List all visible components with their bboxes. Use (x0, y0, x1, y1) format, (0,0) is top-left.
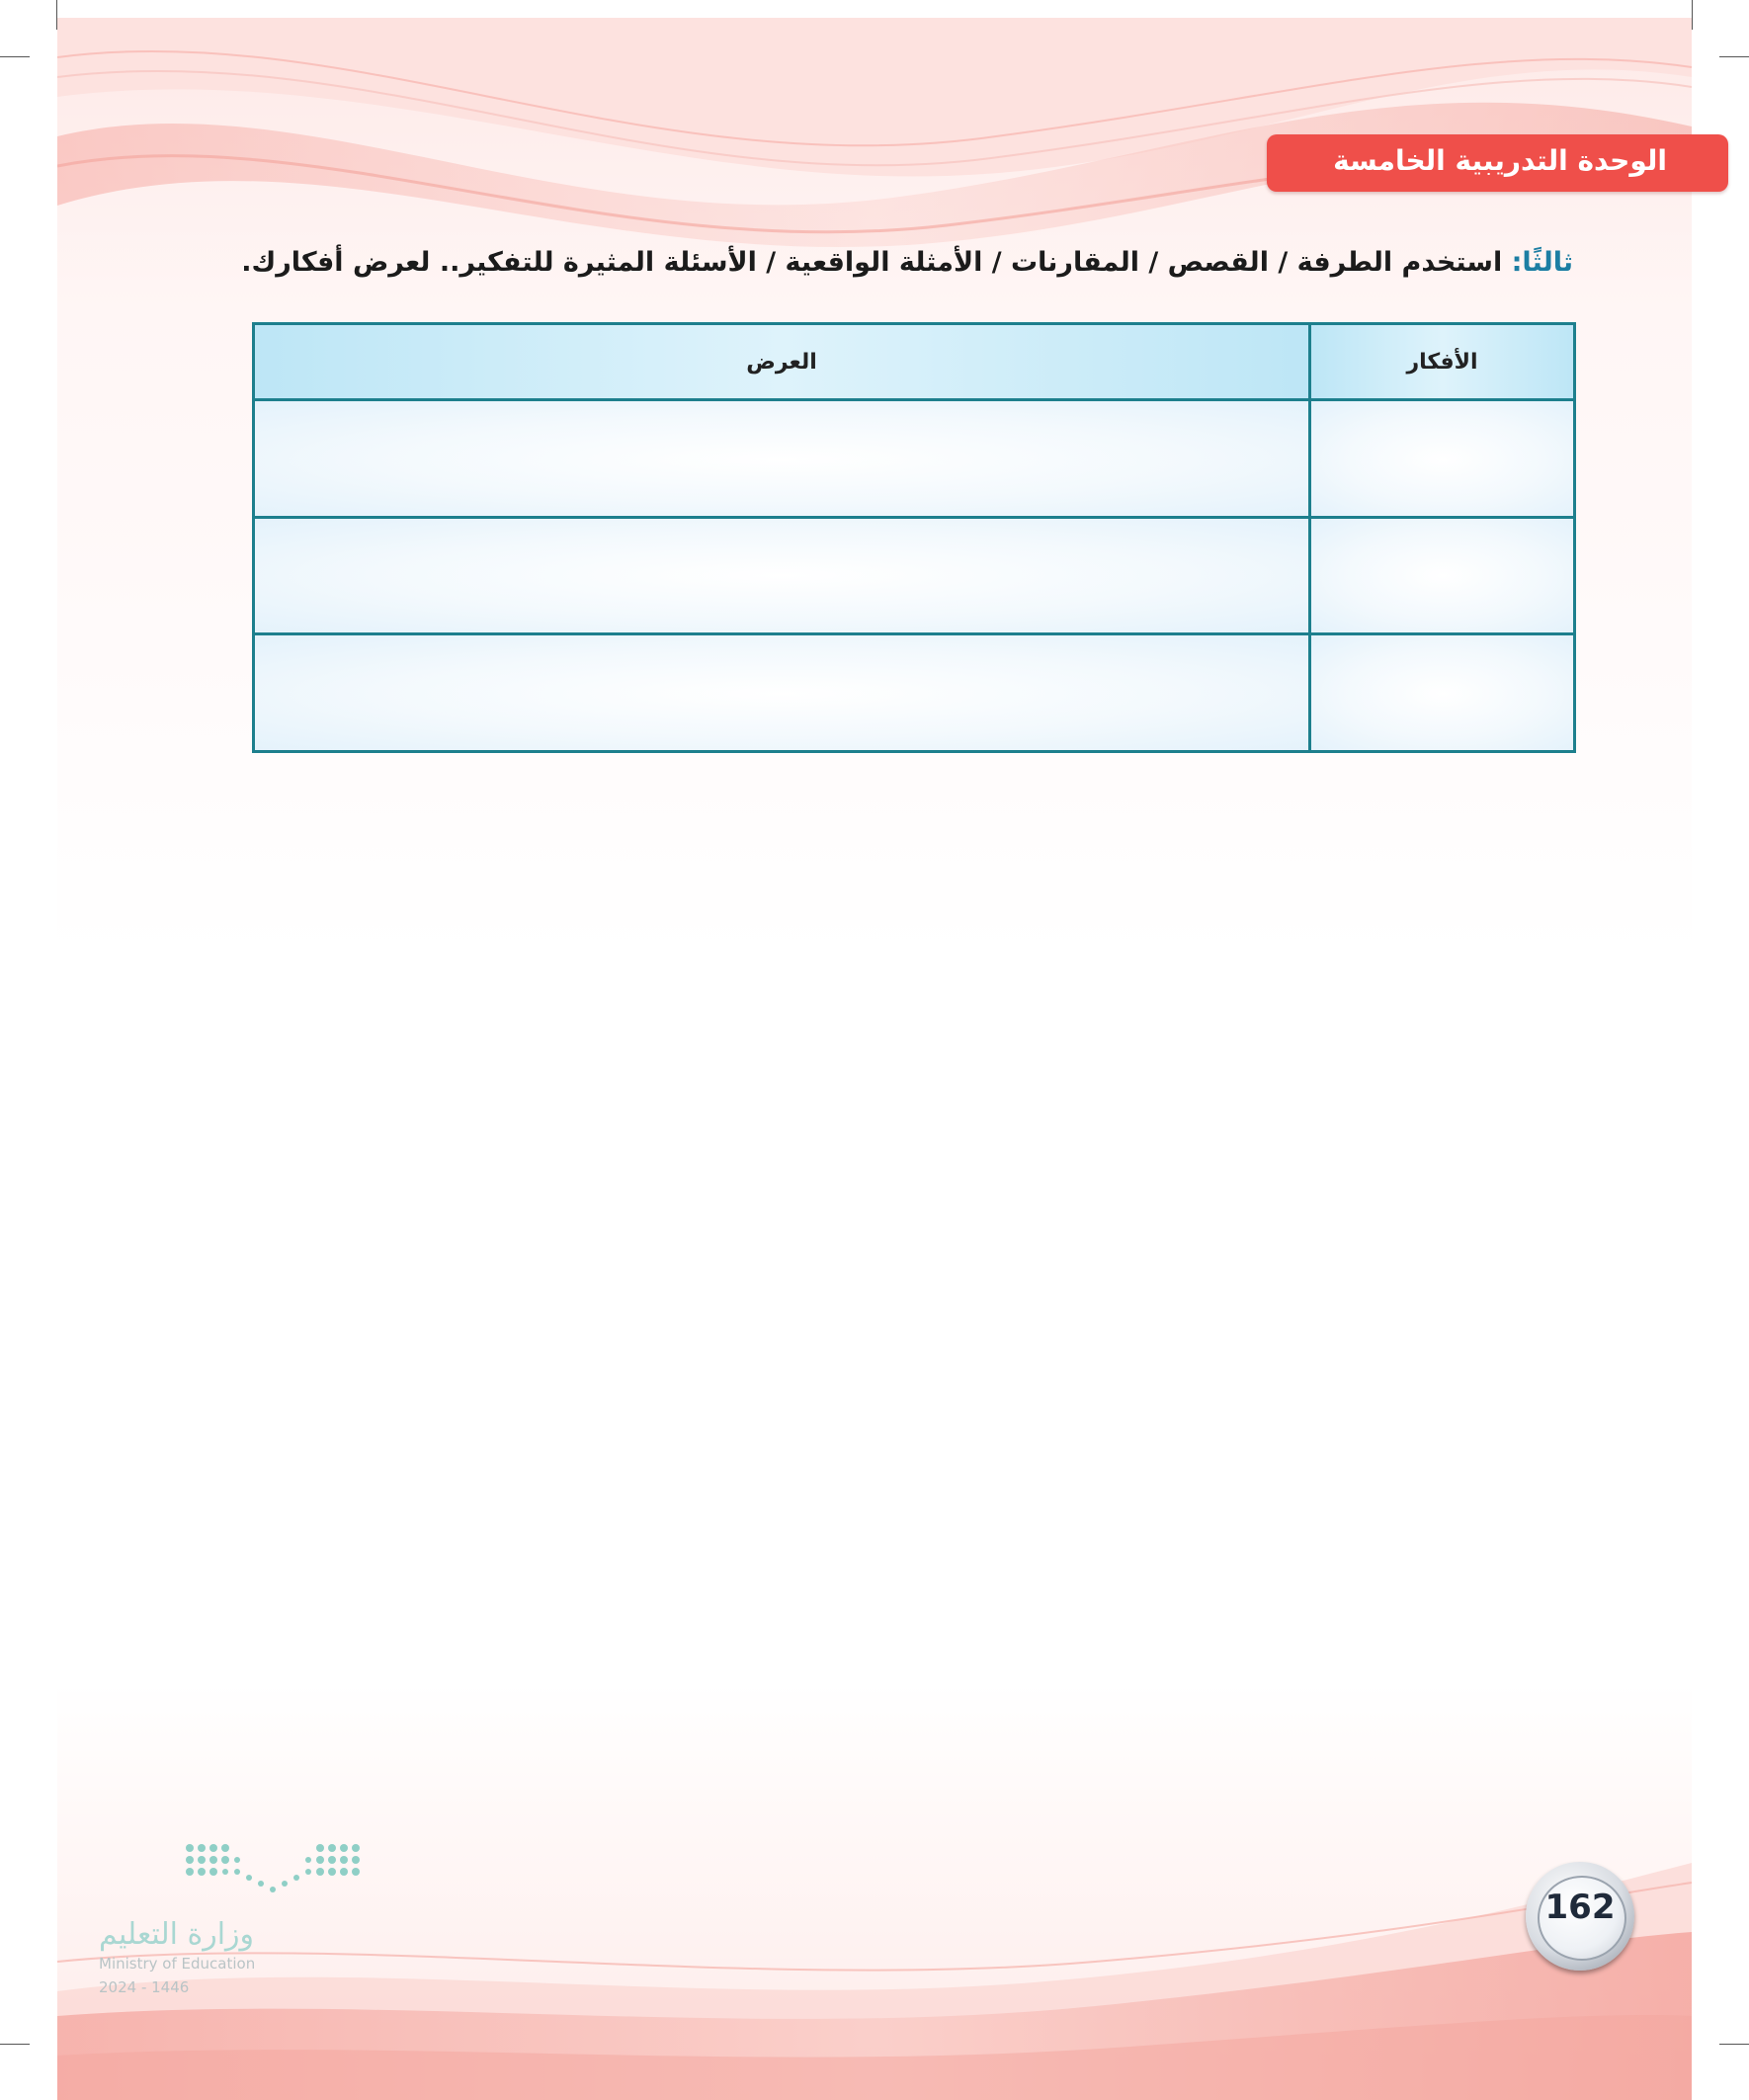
crop-mark (1719, 56, 1749, 57)
ministry-dots-icon (180, 1838, 368, 1907)
ideas-table (252, 322, 1576, 753)
table-row (254, 634, 1575, 752)
instruction-lead: ثالثًا: (1511, 247, 1573, 278)
ideas-cell[interactable] (1310, 634, 1575, 752)
header-presentation: العرض (254, 324, 1310, 400)
instruction-text (190, 247, 1573, 278)
presentation-cell[interactable] (254, 634, 1310, 752)
table-row (254, 400, 1575, 518)
crop-mark (0, 2044, 30, 2045)
ministry-name-english: Ministry of Education (99, 1955, 256, 1973)
presentation-cell[interactable] (254, 400, 1310, 518)
table-header-row (254, 324, 1575, 400)
ideas-cell[interactable] (1310, 400, 1575, 518)
unit-title-banner (1267, 134, 1728, 192)
page-number-badge (1526, 1862, 1634, 1971)
presentation-cell[interactable] (254, 517, 1310, 634)
header-ideas: الأفكار (1310, 324, 1575, 400)
crop-mark (0, 56, 30, 57)
instruction-body: استخدم الطرفة / القصص / المقارنات / الأمثلة الواقعية / الأسئلة المثيرة للتفكير.. لعرض أفكارك. (241, 247, 1512, 278)
ideas-cell[interactable] (1310, 517, 1575, 634)
table-row (254, 517, 1575, 634)
crop-mark (1692, 0, 1693, 30)
ministry-year: 2024 - 1446 (99, 1978, 190, 1996)
ministry-name-arabic: وزارة التعليم (99, 1917, 255, 1952)
ministry-logo (95, 1838, 372, 1996)
page-number: 162 (1544, 1888, 1616, 1927)
unit-title: الوحدة التدريبية الخامسة (1333, 144, 1667, 177)
crop-mark (1719, 2044, 1749, 2045)
